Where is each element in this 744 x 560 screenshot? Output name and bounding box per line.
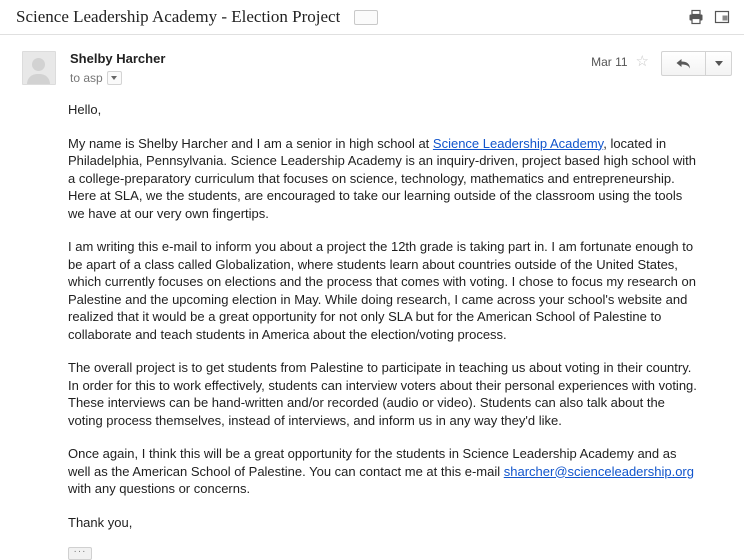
- paragraph-4: [68, 445, 700, 498]
- subject-tag[interactable]: [354, 10, 378, 25]
- closing-paragraph: Thank you,: [68, 514, 133, 530]
- print-icon[interactable]: [688, 9, 704, 25]
- school-link[interactable]: Science Leadership Academy: [432, 135, 604, 151]
- message-date: Mar 11: [591, 55, 628, 69]
- message-meta: [591, 51, 732, 85]
- paragraph-2: I am writing this e-mail to inform you about a project the 12th grade is taking part in. I am fortunate enough to be apart of a class called Globalization, where students learn about countries outside of the United States, which currently focuses on elections and the process that comes with voting. I chose to focus my research on Palestine and the upcoming election in May. While doing research, I came across your school's website and realized that it would be a great opportunity for not only SLA but for the American School of Palestine to collaborate and teach students in America about the election/voting process.: [68, 239, 696, 342]
- sender-block: [70, 51, 591, 85]
- paragraph-1-part-2: , located in Philadelphia, Pennsylvania. Science Leadership Academy is an inquiry-driven, project based high school with a college-preparatory curriculum that focuses on science, technology, mathematics and entrepreneurship. Here at SLA, we the students, are encouraged to take our learning outside of the classroom using the tools we have at our very own fingertips.: [68, 135, 696, 221]
- page-title: Science Leadership Academy - Election Project: [16, 7, 341, 26]
- recipient-label: to asp: [70, 71, 103, 85]
- more-actions-button[interactable]: [706, 51, 732, 76]
- message-body: [0, 85, 744, 531]
- message-container: [0, 35, 744, 560]
- greeting-paragraph: Hello,: [68, 102, 102, 117]
- email-header: [0, 0, 744, 35]
- paragraph-1-part-1: My name is Shelby Harcher and I am a senior in high school at: [68, 135, 433, 151]
- open-in-new-window-icon[interactable]: [714, 9, 730, 25]
- paragraph-1: [68, 135, 700, 223]
- avatar: [22, 51, 56, 85]
- paragraph-4-part-1: Once again, I think this will be a great opportunity for the students in Science Leadership Academy and as well as the American School of Palestine. You can contact me at this e-mail: [68, 446, 677, 479]
- header-actions: [688, 9, 736, 25]
- show-trimmed-content-button[interactable]: ···: [68, 547, 92, 560]
- reply-button[interactable]: [661, 51, 706, 76]
- recipient-row: [70, 71, 591, 85]
- paragraph-3: The overall project is to get students from Palestine to participate in teaching us about voting in their country. In order for this to work effectively, students can interview voters about their personal experiences with voting. These interviews can be hand-written and/or recorded (audio or video). Students can also talk about the voting process themselves, instead of interviews, and inform us in any way they'd like.: [68, 360, 697, 428]
- message-header: [0, 45, 744, 85]
- sender-name: Shelby Harcher: [70, 51, 166, 66]
- email-link[interactable]: sharcher@scienceleadership.org: [503, 463, 694, 479]
- star-icon[interactable]: ☆: [635, 53, 649, 70]
- paragraph-4-part-2: with any questions or concerns.: [68, 481, 251, 496]
- reply-button-group: [661, 51, 732, 76]
- chevron-down-icon[interactable]: [107, 71, 122, 85]
